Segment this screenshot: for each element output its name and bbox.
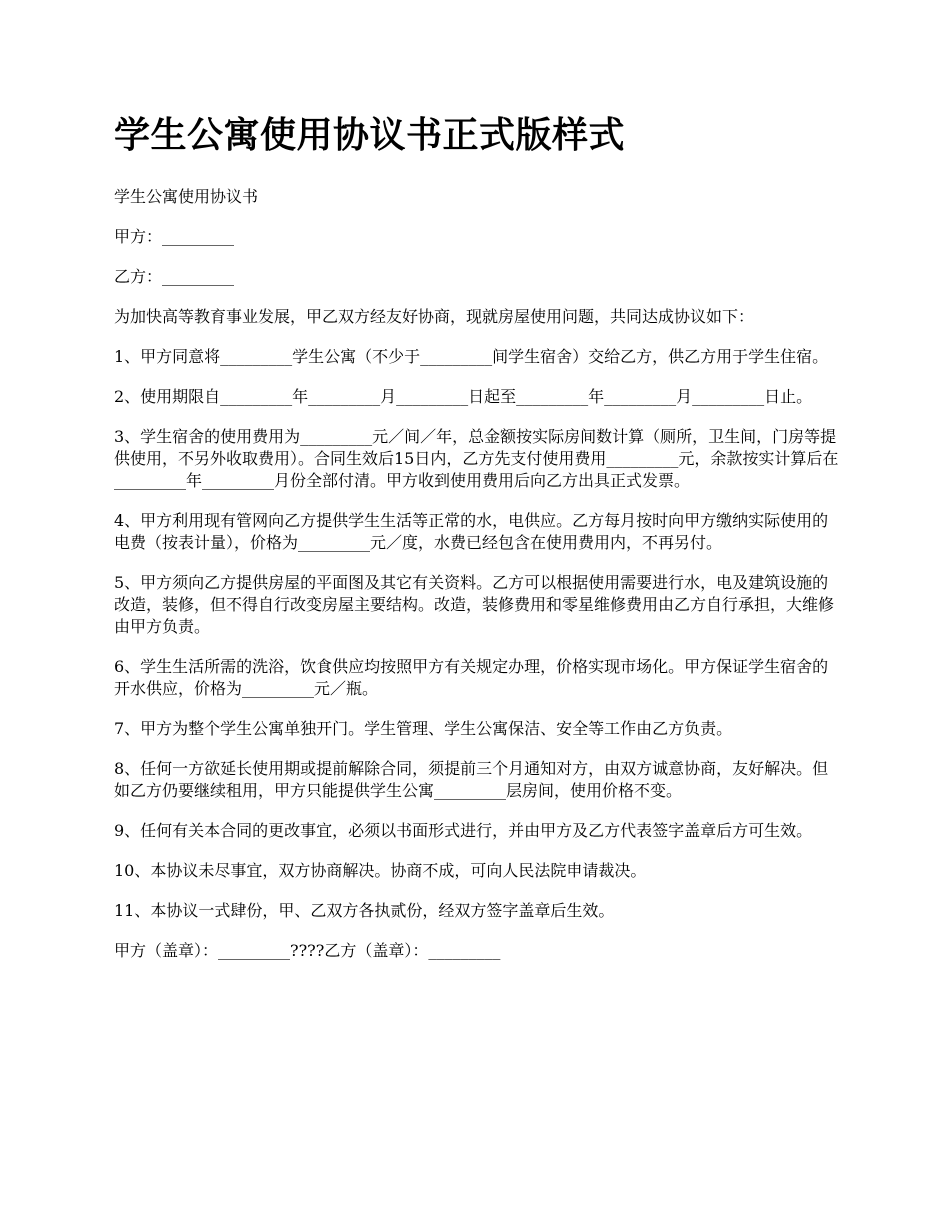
document-title: 学生公寓使用协议书正式版样式: [114, 115, 626, 156]
clause-6: 6、学生生活所需的洗浴，饮食供应均按照甲方有关规定办理，价格实现市场化。甲方保证学生宿舍的开水供应，价格为_________元／瓶。: [114, 657, 829, 698]
clause-7: 7、甲方为整个学生公寓单独开门。学生管理、学生公寓保洁、安全等工作由乙方负责。: [114, 719, 733, 738]
signature-line: 甲方（盖章）：_________????乙方（盖章）：_________: [114, 941, 501, 960]
party-a-line: 甲方：_________: [114, 227, 235, 246]
clause-4: 4、甲方利用现有管网向乙方提供学生生活等正常的水，电供应。乙方每月按时向甲方缴纳实际使用的电费（按表计量），价格为_________元／度，水费已经包含在使用费用内，不再另付。: [114, 511, 829, 552]
clause-2: 2、使用期限自_________年_________月_________日起至_________年_________月_________日止。: [114, 387, 813, 406]
agreement-heading: 学生公寓使用协议书: [114, 187, 259, 206]
clause-10: 10、本协议未尽事宜，双方协商解决。协商不成，可向人民法院申请裁决。: [114, 861, 647, 880]
preamble-paragraph: 为加快高等教育事业发展，甲乙双方经友好协商，现就房屋使用问题，共同达成协议如下：: [114, 307, 755, 326]
clause-11: 11、本协议一式肆份，甲、乙双方各执贰份，经双方签字盖章后生效。: [114, 901, 615, 920]
document-page: [114, 112, 844, 980]
clause-8: 8、任何一方欲延长使用期或提前解除合同，须提前三个月通知对方，由双方诚意协商，友好解决。但如乙方仍要继续租用，甲方只能提供学生公寓_________层房间，使用价格不变。: [114, 759, 829, 800]
clause-1: 1、甲方同意将_________学生公寓（不少于_________间学生宿舍）交给乙方，供乙方用于学生住宿。: [114, 347, 829, 366]
clause-9: 9、任何有关本合同的更改事宜，必须以书面形式进行，并由甲方及乙方代表签字盖章后方可生效。: [114, 821, 813, 840]
clause-5: 5、甲方须向乙方提供房屋的平面图及其它有关资料。乙方可以根据使用需要进行水，电及建筑设施的改造，装修，但不得自行改变房屋主要结构。改造，装修费用和零星维修费用由乙方自行承担，大维修由甲方负责。: [114, 573, 835, 636]
party-b-line: 乙方：_________: [114, 267, 235, 286]
clause-3: 3、学生宿舍的使用费用为_________元／间／年，总金额按实际房间数计算（厕所，卫生间，门房等提供使用，不另外收取费用）。合同生效后15日内，乙方先支付使用费用_________元，余款按实计算后在_________年_________月份全部付清。甲方收到使用费用后向乙方出具正式发票。: [114, 427, 839, 490]
